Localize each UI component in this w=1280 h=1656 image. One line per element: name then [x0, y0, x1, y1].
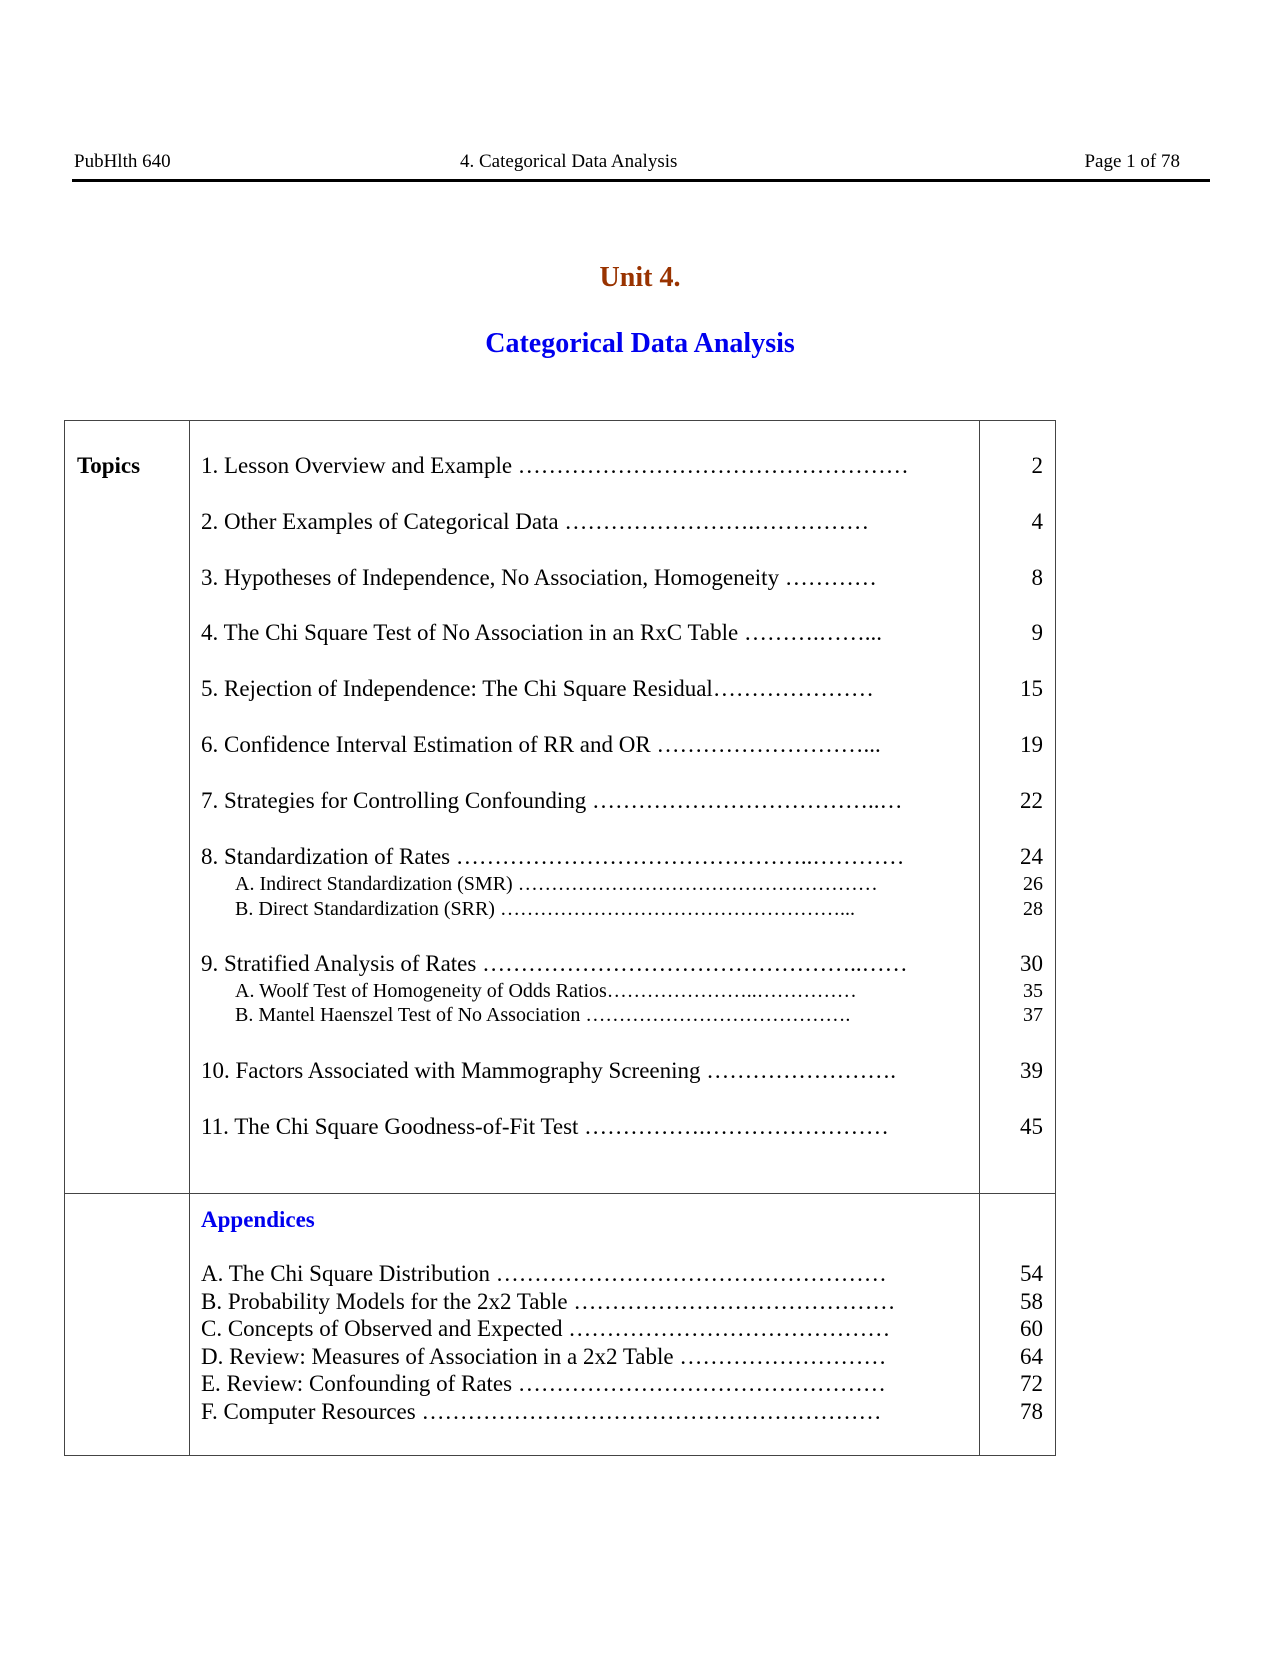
- toc-page-number: 8: [1031, 565, 1043, 590]
- toc-page-number: 39: [1020, 1058, 1043, 1083]
- toc-entry: E. Review: Confounding of Rates …………………………………………: [201, 1371, 886, 1396]
- toc-entry: A. Woolf Test of Homogeneity of Odds Ratios…………………..……………: [235, 980, 857, 1002]
- toc-page-number: 78: [1020, 1399, 1043, 1424]
- toc-page-number: 58: [1020, 1289, 1043, 1314]
- toc-entry: 5. Rejection of Independence: The Chi Square Residual…………………: [201, 676, 874, 701]
- toc-entry: B. Probability Models for the 2x2 Table ……………………………………: [201, 1289, 896, 1314]
- running-title: 4. Categorical Data Analysis: [460, 151, 678, 172]
- toc-entry: 3. Hypotheses of Independence, No Association, Homogeneity …………: [201, 565, 877, 590]
- toc-page-number: 35: [1023, 980, 1043, 1002]
- toc-entry: 2. Other Examples of Categorical Data …………………….……………: [201, 509, 870, 534]
- topics-section: [65, 421, 1055, 1193]
- toc-page-number: 22: [1020, 788, 1043, 813]
- toc-page-number: 30: [1020, 951, 1043, 976]
- toc-entry: 11. The Chi Square Goodness-of-Fit Test …………….……………………: [201, 1114, 889, 1139]
- toc-page-number: 64: [1020, 1344, 1043, 1369]
- toc-entry: D. Review: Measures of Association in a 2x2 Table ………………………: [201, 1344, 887, 1369]
- toc-entry: 6. Confidence Interval Estimation of RR and OR ………………………...: [201, 732, 881, 757]
- toc-page-number: 9: [1031, 620, 1043, 645]
- toc-page-number: 54: [1020, 1261, 1043, 1286]
- toc-page-number: 60: [1020, 1316, 1043, 1341]
- topics-label: Topics: [77, 453, 141, 478]
- course-code: PubHlth 640: [74, 151, 171, 172]
- toc-entry: B. Mantel Haenszel Test of No Association ………………………………….: [235, 1004, 851, 1026]
- toc-page-number: 24: [1020, 844, 1043, 869]
- toc-page-number: 19: [1020, 732, 1043, 757]
- toc-entry: B. Direct Standardization (SRR) ……………………………………………...: [235, 898, 855, 920]
- unit-title: Unit 4.: [599, 262, 681, 293]
- toc-page-number: 26: [1023, 873, 1043, 895]
- toc-entry: 4. The Chi Square Test of No Association in an RxC Table ……….……...: [201, 620, 882, 645]
- toc-page-number: 72: [1020, 1371, 1043, 1396]
- toc-page-number: 15: [1020, 676, 1043, 701]
- toc-page-number: 37: [1023, 1004, 1043, 1026]
- toc-page-number: 28: [1023, 898, 1043, 920]
- toc-entry: C. Concepts of Observed and Expected ……………………………………: [201, 1316, 891, 1341]
- toc-page-number: 4: [1031, 509, 1043, 534]
- toc-entry: F. Computer Resources ……………………………………………………: [201, 1399, 882, 1424]
- appendices-label: Appendices: [201, 1207, 315, 1232]
- toc-entry: 10. Factors Associated with Mammography Screening …………………….: [201, 1058, 897, 1083]
- page-header: [72, 151, 1210, 182]
- toc-page-number: 2: [1031, 453, 1043, 478]
- toc-page-number: 45: [1020, 1114, 1043, 1139]
- toc-entry: 8. Standardization of Rates ………………………………………..…………: [201, 844, 905, 869]
- document-title: Categorical Data Analysis: [485, 328, 795, 359]
- toc-entry: A. The Chi Square Distribution ……………………………………………: [201, 1261, 887, 1286]
- toc-entry: 1. Lesson Overview and Example ……………………………………………: [201, 453, 909, 478]
- toc-entry: 7. Strategies for Controlling Confounding ………………………………..…: [201, 788, 903, 813]
- page-number: Page 1 of 78: [1084, 151, 1180, 172]
- toc-entry: 9. Stratified Analysis of Rates …………………………………………..……: [201, 951, 908, 976]
- appendices-section: [65, 1193, 1055, 1457]
- toc-entry: A. Indirect Standardization (SMR) ………………………………………………: [235, 873, 878, 895]
- table-of-contents: [64, 420, 1056, 1456]
